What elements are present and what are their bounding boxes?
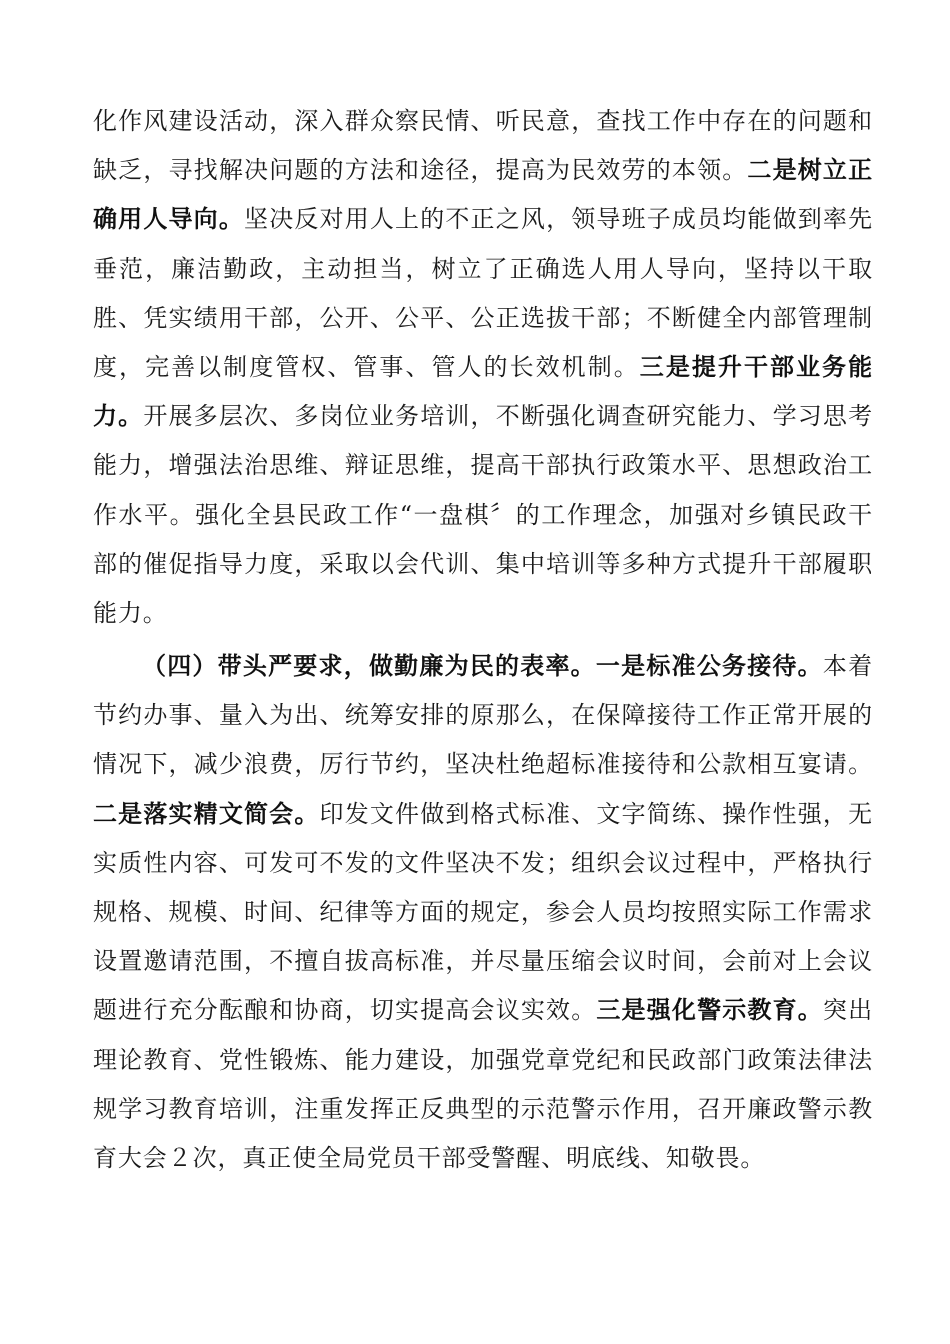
point-3-heading: 三是提升干部业务能力。 <box>93 353 873 431</box>
paragraph-1-text-1: 化作风建设活动，深入群众察民情、听民意，查找工作中存在的问题和缺乏，寻找解决问题的方法和途径，提高为民效劳的本领。 <box>93 107 873 185</box>
paragraph-1 <box>93 97 873 638</box>
section-4-heading: （四）带头严要求，做勤廉为民的表率。 <box>142 652 596 680</box>
paragraph-2-text-2: 印发文件做到格式标准、文字简练、操作性强，无实质性内容、可发可不发的文件坚决不发；组织会议过程中，严格执行规格、规模、时间、纪律等方面的规定，参会人员均按照实际工作需求设置邀请范围，不擅自拔高标准，并尽量压缩会议时间，会前对上会议题进行充分酝酿和协商，切实提高会议实效。 <box>93 799 873 1025</box>
point-2-heading: 二是树立正确用人导向。 <box>93 156 874 234</box>
point-3-heading: 三是强化警示教育。 <box>596 996 823 1025</box>
paragraph-2-text-3: 突出理论教育、党性锻炼、能力建设，加强党章党纪和民政部门政策法律法规学习教育培训，注重发挥正反典型的示范警示作用，召开廉政警示教育大会２次，真正使全局党员干部受警醒、明底线、知敬畏。 <box>93 996 873 1173</box>
paragraph-1-text-2: 坚决反对用人上的不正之风，领导班子成员均能做到率先垂范，廉洁勤政，主动担当，树立了正确选人用人导向，坚持以干取胜、凭实绩用干部，公开、公平、公正选拔干部；不断健全内部管理制度，完善以制度管权、管事、管人的长效机制。 <box>93 205 874 382</box>
point-1-heading: 一是标准公务接待。 <box>595 652 823 680</box>
paragraph-1-text-3: 开展多层次、多岗位业务培训，不断强化调查研究能力、学习思考能力，增强法治思维、辩证思维，提高干部执行政策水平、思想政治工作水平。强化全县民政工作“一盘棋〞的工作理念，加强对乡镇民政干部的催促指导力度，采取以会代训、集中培训等多种方式提升干部履职能力。 <box>93 402 873 628</box>
point-2-heading: 二是落实精文简会。 <box>93 799 320 828</box>
paragraph-2 <box>93 642 873 1183</box>
paragraph-2-text-1: 本着节约办事、量入为出、统筹安排的原那么，在保障接待工作正常开展的情况下，减少浪费，厉行节约，坚决杜绝超标准接待和公款相互宴请。 <box>93 652 873 779</box>
